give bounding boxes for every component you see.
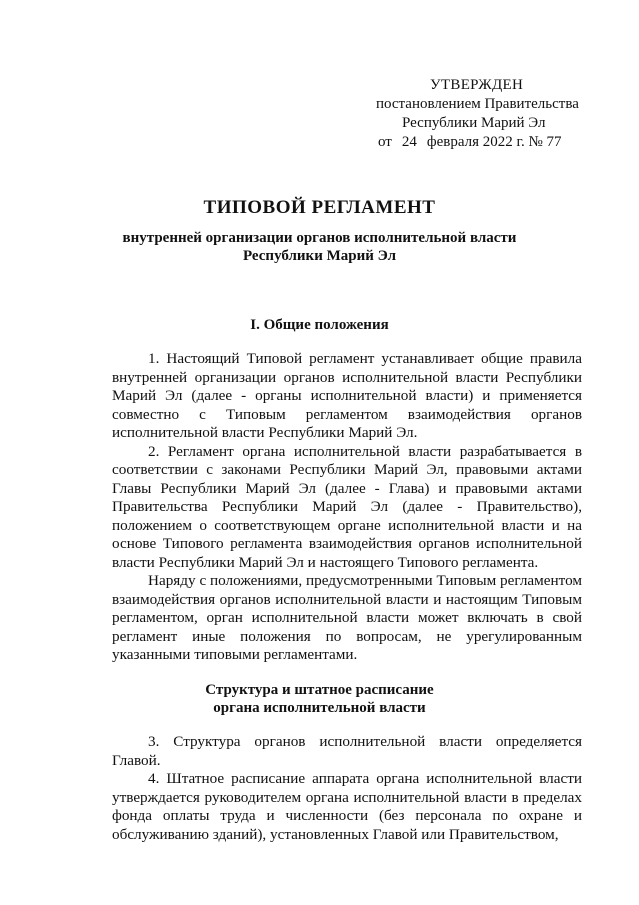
section2-heading-line1: Структура и штатное расписание: [205, 682, 434, 698]
paragraph-4: 4. Штатное расписание аппарата органа исполнительной власти утверждается руководителем органа исполнительной власти в пределах фонда оплаты труда и численности (без персонала по охране и обслуживанию зданий), установленных Главой или Правительством,: [112, 770, 582, 843]
approval-date: [372, 133, 612, 152]
document-title: ТИПОВОЙ РЕГЛАМЕНТ: [203, 197, 436, 218]
section2-heading-line2: органа исполнительной власти: [213, 700, 426, 716]
section2-heading: [0, 681, 639, 717]
section1-body: [112, 350, 582, 665]
document-subtitle-line2: Республики Марий Эл: [242, 248, 397, 264]
paragraph-2: 2. Регламент органа исполнительной власти разрабатывается в соответствии с законами Республики Марий Эл, правовыми актами Главы Республики Марий Эл (далее - Глава) и правовыми актами Правительства Республики Марий Эл (далее - Правительство), положением о соответствующем органе исполнительной власти и на основе Типового регламента взаимодействия органов исполнительной власти Республики Марий Эл и настоящего Типового регламента.: [112, 442, 582, 571]
approval-date-day: 24: [401, 134, 417, 150]
approval-date-prefix: от: [378, 134, 392, 150]
approval-stamp: [372, 76, 612, 152]
paragraph-3: 3. Структура органов исполнительной власти определяется Главой.: [112, 733, 582, 769]
approval-line2: Республики Марий Эл: [402, 115, 546, 131]
paragraph-1: 1. Настоящий Типовой регламент устанавливает общие правила внутренней организации органов исполнительной власти Республики Марий Эл (далее - органы исполнительной власти) и применяется совместно с Типовым регламентом взаимодействия органов исполнительной власти Республики Марий Эл.: [112, 350, 582, 441]
section2-body: [112, 733, 582, 844]
paragraph-2a: Наряду с положениями, предусмотренными Типовым регламентом взаимодействия органов исполнительной власти и настоящим Типовым регламентом, орган исполнительной власти может включать в свой регламент иные положения по вопросам, не урегулированным указанными типовыми регламентами.: [112, 572, 582, 663]
document-subtitle-line1: внутренней организации органов исполнительной власти: [122, 230, 517, 246]
approval-title: УТВЕРЖДЕН: [430, 77, 524, 93]
section1-heading: I. Общие положения: [250, 317, 389, 333]
document-subtitle: [0, 229, 639, 265]
approval-line1: постановлением Правительства: [376, 96, 579, 112]
approval-date-rest: февраля 2022 г. № 77: [426, 134, 562, 150]
